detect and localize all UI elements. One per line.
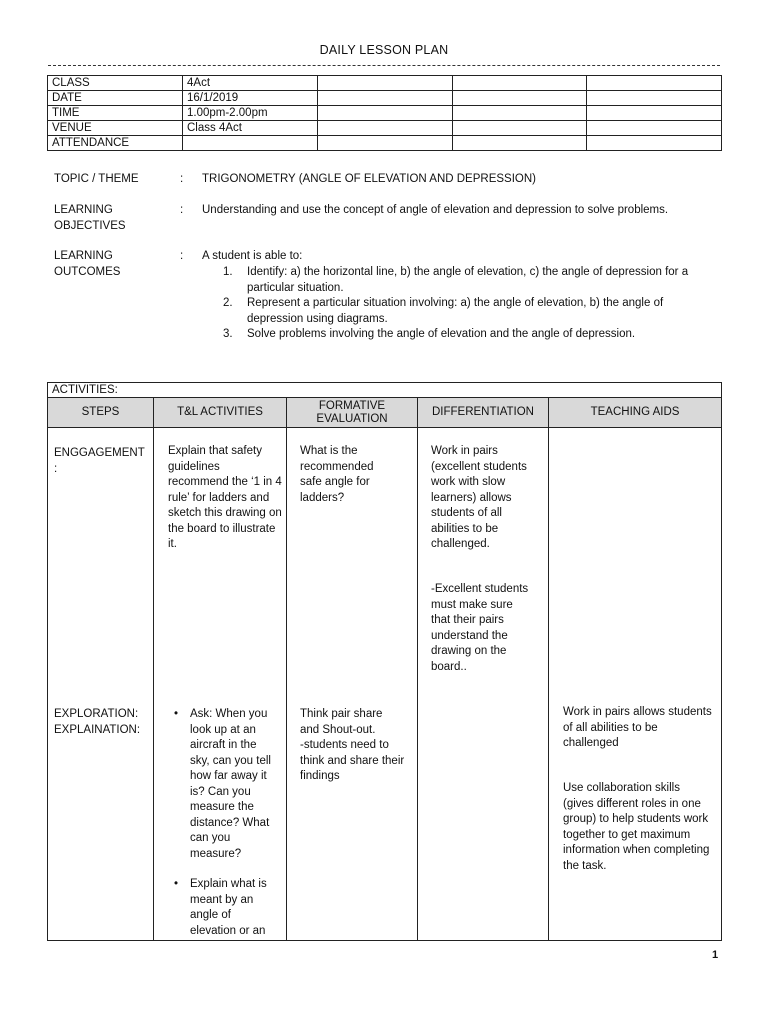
step-exploration-line1: EXPLORATION: [54, 708, 139, 720]
activities-header-row [48, 398, 722, 428]
objectives-label-line1: LEARNING [54, 204, 113, 216]
info-empty-cell [453, 106, 587, 121]
objectives-value: Understanding and use the concept of angle of elevation and depression to solve problems. [202, 204, 669, 216]
info-empty-cell [587, 91, 722, 106]
document-title: DAILY LESSON PLAN [319, 43, 449, 57]
info-empty-cell [587, 121, 722, 136]
outcome-item [220, 296, 700, 327]
outcomes-label [54, 249, 120, 280]
info-row-venue [48, 121, 722, 136]
header-formative-evaluation [287, 398, 418, 428]
info-empty-cell [318, 106, 453, 121]
activities-label-row [48, 383, 722, 398]
info-value [183, 136, 318, 151]
info-empty-cell [318, 91, 453, 106]
info-value: 1.00pm-2.00pm [183, 106, 318, 121]
outcomes-colon: : [180, 250, 184, 262]
info-empty-cell [453, 121, 587, 136]
outcomes-intro: A student is able to: [202, 250, 303, 262]
aids-exploration-text2: Use collaboration skills (gives different roles in one group) to help students work together to get maximum information when completing the task. [563, 782, 710, 872]
info-label: VENUE [48, 121, 183, 136]
differentiation-engagement-text2: -Excellent students must make sure that their pairs understand the drawing on the board.. [431, 583, 529, 673]
header-steps: STEPS [48, 398, 154, 428]
info-empty-cell [453, 136, 587, 151]
teaching-aids-cell [549, 428, 722, 941]
outcome-text: Represent a particular situation involving: a) the angle of elevation, b) the angle of depression using diagrams. [247, 297, 664, 325]
activities-label: ACTIVITIES: [48, 383, 722, 398]
differentiation-engagement-text1: Work in pairs (excellent students work with slow learners) allows students of all abilities to be challenged. [431, 445, 527, 550]
info-label: CLASS [48, 76, 183, 91]
objectives-colon: : [180, 204, 184, 216]
objectives-label-line2: OBJECTIVES [54, 219, 126, 232]
tl-exploration-bullet: • Explain what is meant by an angle of elevation or an [168, 877, 276, 939]
step-exploration [54, 707, 152, 738]
info-empty-cell [453, 76, 587, 91]
outcome-item [220, 327, 700, 343]
info-row-attendance [48, 136, 722, 151]
activities-table [47, 382, 722, 941]
topic-value: TRIGONOMETRY (ANGLE OF ELEVATION AND DEPRESSION) [202, 173, 536, 185]
formative-cell [287, 428, 418, 941]
header-differentiation: DIFFERENTIATION [418, 398, 549, 428]
dashed-divider [48, 65, 720, 66]
formative-engagement-text: What is the recommended safe angle for ladders? [300, 445, 374, 504]
objectives-label [54, 203, 126, 234]
header-formative-line2: EVALUATION [316, 412, 388, 425]
info-empty-cell [318, 121, 453, 136]
tl-exploration-list [168, 707, 276, 939]
activities-body-row [48, 428, 722, 941]
header-tl-activities: T&L ACTIVITIES [154, 398, 287, 428]
formative-exploration-text1: Think pair share and Shout-out. [300, 708, 383, 736]
step-exploration-line2: EXPLAINATION: [54, 723, 141, 736]
info-label: DATE [48, 91, 183, 106]
info-value: 4Act [183, 76, 318, 91]
outcomes-label-line1: LEARNING [54, 250, 113, 262]
formative-exploration-text2: -students need to think and share their findings [300, 739, 405, 782]
info-row-time [48, 106, 722, 121]
outcome-number: 2. [223, 297, 233, 309]
tl-activities-cell [154, 428, 287, 941]
info-empty-cell [587, 106, 722, 121]
formative-exploration [300, 707, 412, 785]
header-formative-line1: FORMATIVE [318, 399, 386, 412]
step-engagement: ENGGAGEMENT : [54, 447, 145, 475]
outcome-text: Solve problems involving the angle of elevation and the angle of depression. [247, 328, 636, 340]
topic-label: TOPIC / THEME [54, 173, 139, 185]
outcome-text: Identify: a) the horizontal line, b) the angle of elevation, c) the angle of depression for a particular situation. [247, 266, 689, 294]
info-empty-cell [318, 136, 453, 151]
page-number: 1 [712, 949, 719, 961]
aids-exploration-text1: Work in pairs allows students of all abilities to be challenged [563, 706, 712, 749]
info-value: 16/1/2019 [183, 91, 318, 106]
info-label: TIME [48, 106, 183, 121]
outcome-number: 3. [223, 328, 233, 340]
tl-engagement-text: Explain that safety guidelines recommend the ‘1 in 4 rule’ for ladders and sketch this drawing on the board to illustrate it. [168, 445, 282, 550]
steps-cell [48, 428, 154, 941]
info-empty-cell [453, 91, 587, 106]
info-value: Class 4Act [183, 121, 318, 136]
outcome-item [220, 265, 700, 296]
info-empty-cell [587, 76, 722, 91]
class-info-table [47, 75, 722, 151]
info-label: ATTENDANCE [48, 136, 183, 151]
differentiation-cell [418, 428, 549, 941]
tl-exploration-bullet: • Ask: When you look up at an aircraft in the sky, can you tell how far away it is? Can you measure the distance? What can you measure? [168, 707, 276, 862]
outcomes-list [220, 265, 700, 343]
info-empty-cell [318, 76, 453, 91]
header-teaching-aids: TEACHING AIDS [549, 398, 722, 428]
info-row-class [48, 76, 722, 91]
topic-colon: : [180, 173, 184, 185]
outcome-number: 1. [223, 266, 233, 278]
outcomes-label-line2: OUTCOMES [54, 265, 121, 278]
info-row-date [48, 91, 722, 106]
info-empty-cell [587, 136, 722, 151]
